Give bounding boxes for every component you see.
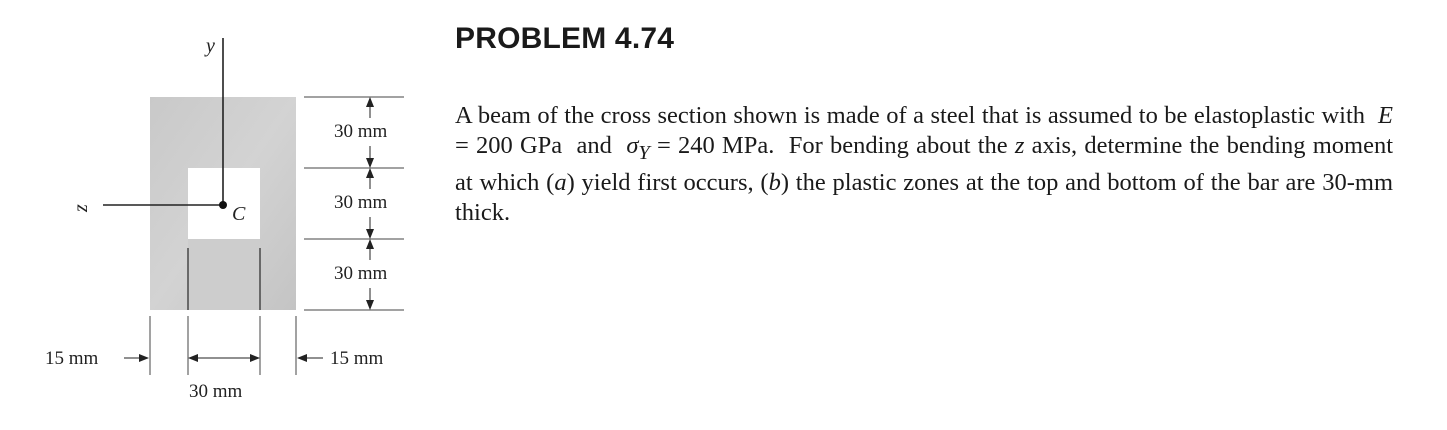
- statement-bending: For bending about the: [788, 132, 1008, 159]
- cross-section-svg: [0, 0, 440, 430]
- dim-center-label: 30 mm: [189, 381, 243, 402]
- yield-subscript: Y: [638, 141, 650, 164]
- dim-bottom-label: 30 mm: [334, 263, 388, 284]
- cross-section-figure: [0, 0, 440, 430]
- axis-symbol: z: [1014, 132, 1025, 159]
- yield-symbol: σ: [626, 132, 639, 159]
- part-b-text: ) the plastic zones at the top and bottom of the bar are 30-mm thick.: [455, 168, 1393, 226]
- modulus-value: = 200 GPa: [455, 132, 563, 159]
- statement-intro: A beam of the cross section shown is made of a steel that is assumed to be elastoplastic with: [455, 102, 1366, 129]
- modulus-symbol: E: [1378, 102, 1393, 129]
- part-a-text: ) yield first occurs, (: [566, 168, 769, 196]
- y-axis-label: y: [206, 35, 215, 57]
- part-a-label: a: [554, 168, 567, 196]
- statement-connector: and: [576, 132, 612, 159]
- dim-middle-label: 30 mm: [334, 192, 388, 213]
- part-b-label: b: [768, 168, 781, 196]
- problem-statement: [455, 101, 1393, 228]
- dim-left-label: 15 mm: [45, 348, 99, 369]
- dim-top-label: 30 mm: [334, 121, 388, 142]
- centroid-point: [219, 201, 227, 209]
- cross-section-bottom-zone: [188, 239, 260, 310]
- z-axis-label: z: [70, 204, 92, 212]
- horizontal-dimension-group: [45, 316, 384, 402]
- yield-value: = 240 MPa.: [649, 132, 775, 159]
- dim-right-label: 15 mm: [330, 348, 384, 369]
- centroid-label: C: [232, 203, 246, 225]
- vertical-dimension-group: [304, 97, 404, 310]
- problem-title: PROBLEM 4.74: [455, 22, 675, 55]
- statement-axis: axis, determine the bending moment at which (: [455, 132, 1394, 196]
